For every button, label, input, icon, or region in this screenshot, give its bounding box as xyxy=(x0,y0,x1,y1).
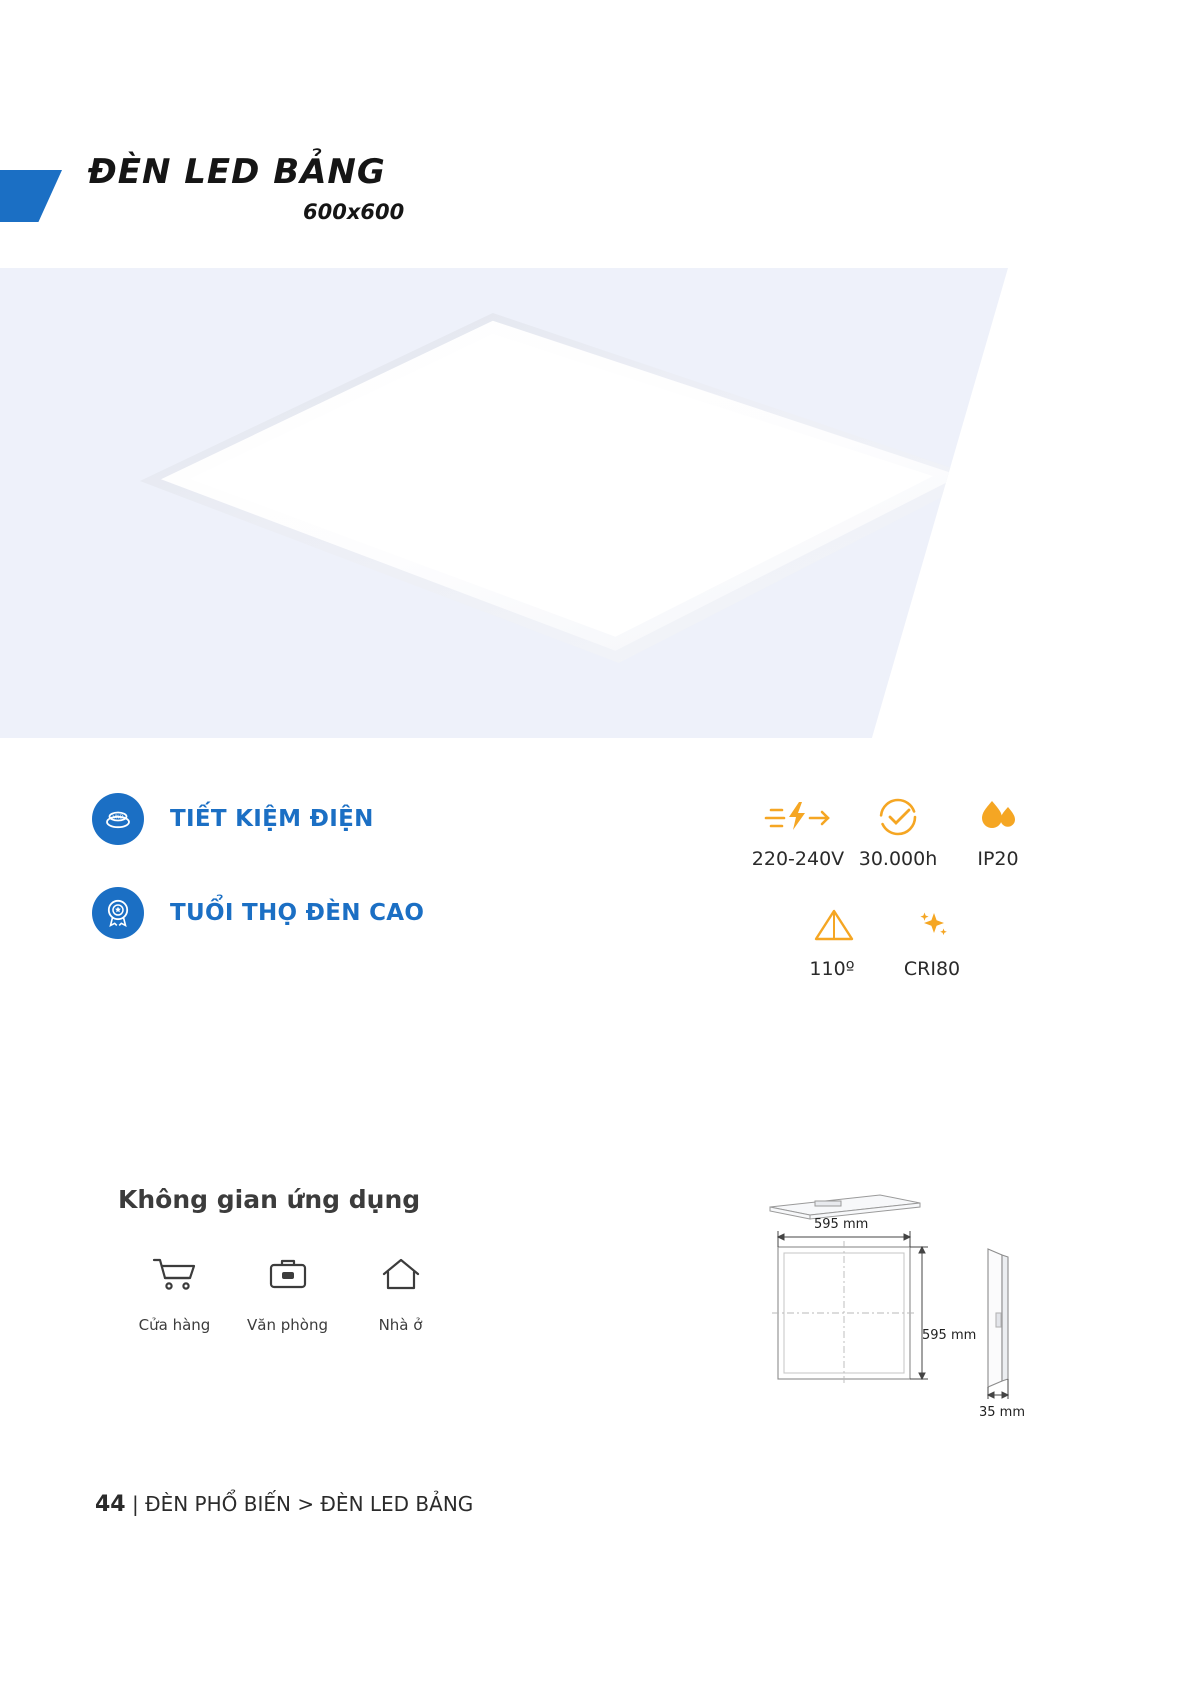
panel-diffuser-shape xyxy=(140,313,980,663)
brand-flag-shape xyxy=(0,170,62,222)
spec-icon-group xyxy=(748,790,1048,980)
application-section xyxy=(118,1185,457,1334)
shopping-cart-icon xyxy=(118,1244,231,1298)
spec-label: CRI80 xyxy=(903,958,961,980)
page-number: 44 xyxy=(95,1492,126,1517)
feature-list xyxy=(92,793,424,981)
feature-item-long-lifespan xyxy=(92,887,424,939)
spec-label: 30.000h xyxy=(858,848,938,870)
application-item-office xyxy=(231,1244,344,1334)
voltage-bolt-icon xyxy=(748,790,848,846)
dimension-drawings xyxy=(760,1185,1060,1450)
page-header xyxy=(0,152,1200,262)
briefcase-icon xyxy=(231,1244,344,1298)
page-title: ĐÈN LED BẢNG xyxy=(88,152,386,192)
spec-row-1 xyxy=(748,790,1048,870)
spec-label: 220-240V xyxy=(751,848,845,870)
application-label: Nhà ở xyxy=(378,1316,423,1334)
application-label: Cửa hàng xyxy=(138,1316,211,1334)
long-lifespan-medal-icon xyxy=(92,887,144,939)
application-item-store xyxy=(118,1244,231,1334)
hero-banner xyxy=(0,268,1008,738)
energy-saving-vnd-coin-icon xyxy=(92,793,144,845)
spec-item-ip-rating xyxy=(948,790,1048,870)
page-subtitle: 600x600 xyxy=(303,200,405,224)
dimension-thickness-label: 35 mm xyxy=(979,1405,1026,1420)
footer-breadcrumb xyxy=(95,1492,473,1517)
application-label: Văn phòng xyxy=(247,1316,328,1334)
feature-item-energy-saving xyxy=(92,793,424,845)
ip-rating-water-drop-icon xyxy=(948,790,1048,846)
dimension-height-label: 595 mm xyxy=(922,1328,977,1343)
spec-item-voltage xyxy=(748,790,848,870)
dimension-width-label: 595 mm xyxy=(814,1217,869,1232)
cri-sparkle-icon xyxy=(882,900,982,956)
feature-label: TIẾT KIỆM ĐIỆN xyxy=(170,806,374,832)
spec-label: IP20 xyxy=(977,848,1019,870)
application-item-home xyxy=(344,1244,457,1334)
spec-item-cri xyxy=(882,900,982,980)
product-image-led-panel xyxy=(0,268,1008,738)
application-title: Không gian ứng dụng xyxy=(118,1185,421,1214)
lifetime-clock-icon xyxy=(848,790,948,846)
spec-item-lifetime xyxy=(848,790,948,870)
spec-row-2 xyxy=(782,900,1048,980)
feature-label: TUỔI THỌ ĐÈN CAO xyxy=(170,900,425,926)
beam-angle-icon xyxy=(782,900,882,956)
breadcrumb-text: ĐÈN PHỔ BIẾN > ĐÈN LED BẢNG xyxy=(145,1492,474,1516)
home-icon xyxy=(344,1244,457,1298)
spec-item-beam-angle xyxy=(782,900,882,980)
application-items xyxy=(118,1244,457,1334)
footer-separator: | xyxy=(131,1492,139,1516)
spec-label: 110º xyxy=(809,958,855,980)
svg-text:VND: VND xyxy=(112,814,124,821)
